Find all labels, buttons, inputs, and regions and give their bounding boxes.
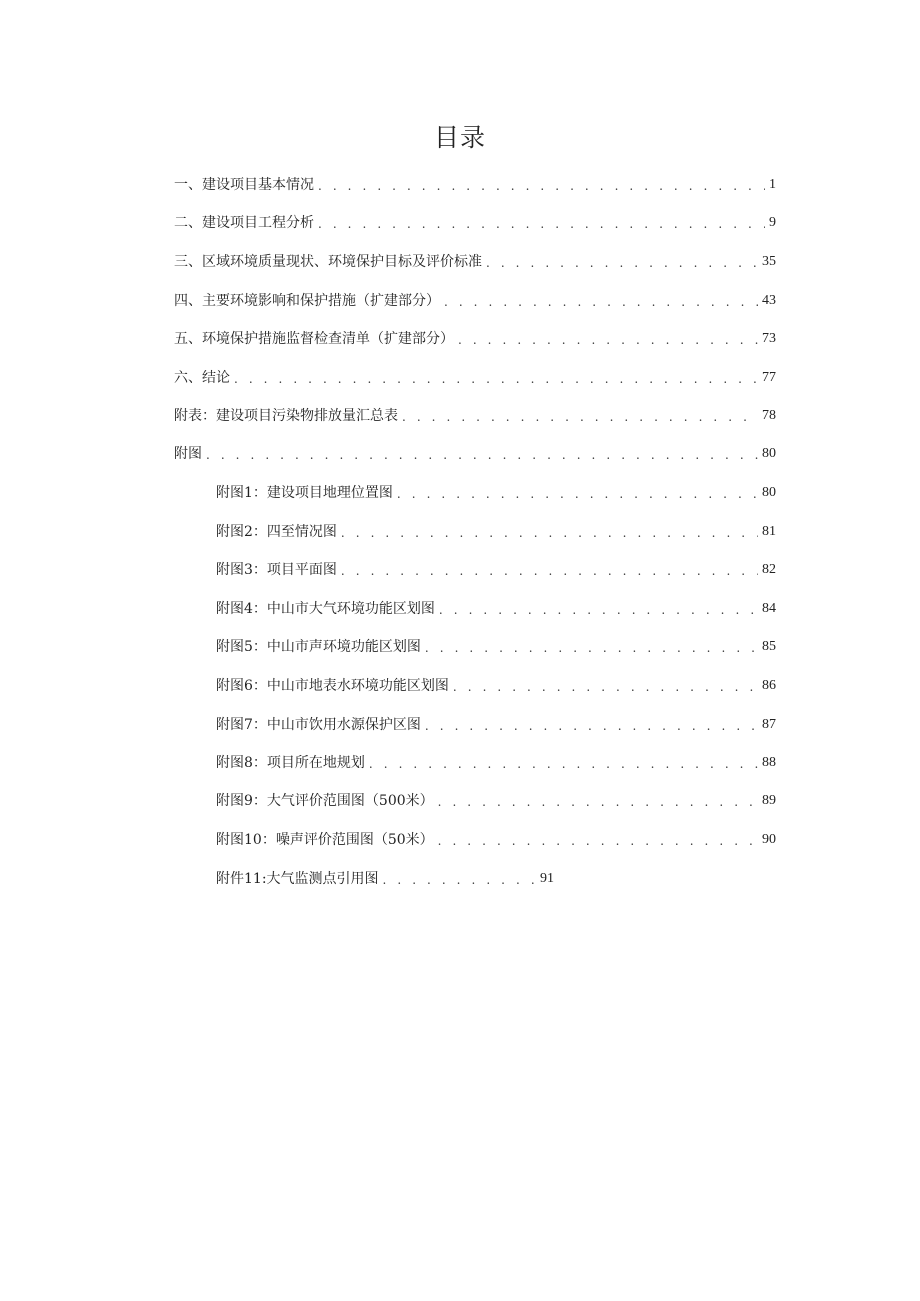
dot-leader: [444, 291, 758, 313]
toc-entry[interactable]: [174, 327, 776, 351]
toc-entry-label: 附图2：四至情况图: [216, 524, 337, 540]
toc-entry-page: 73: [762, 331, 776, 346]
toc-entry-label: 五、环境保护措施监督检查清单（扩建部分）: [174, 331, 454, 347]
dot-leader: [425, 637, 758, 659]
toc-subentry[interactable]: [216, 674, 776, 698]
toc-entry[interactable]: [174, 173, 776, 197]
dot-leader: [458, 329, 758, 351]
toc-subentry[interactable]: [216, 597, 776, 621]
dot-leader: [438, 791, 758, 813]
dot-leader: [369, 753, 758, 775]
dot-leader: [486, 252, 758, 274]
toc-entry-page: 1: [769, 177, 776, 192]
toc-entry-label: 附图9：大气评价范围图（500米）: [216, 793, 434, 809]
toc-entry-label: 附图1：建设项目地理位置图: [216, 485, 393, 501]
toc-entry-label: 附图7：中山市饮用水源保护区图: [216, 717, 421, 733]
toc-title: 目录: [433, 123, 486, 152]
toc-subentry[interactable]: [216, 867, 554, 891]
toc-entry-page: 89: [762, 793, 776, 808]
dot-leader: [234, 368, 758, 390]
dot-leader: [402, 406, 758, 428]
toc-entry-label: 六、结论: [174, 370, 230, 386]
toc-subentry[interactable]: [216, 520, 776, 544]
toc-subentry[interactable]: [216, 635, 776, 659]
dot-leader: [453, 676, 758, 698]
toc-entry-page: 90: [762, 832, 776, 847]
toc-subentry[interactable]: [216, 481, 776, 505]
toc-entry-label: 二、建设项目工程分析: [174, 215, 314, 231]
toc-entry[interactable]: [174, 442, 776, 466]
toc-entry-label: 一、建设项目基本情况: [174, 177, 314, 193]
toc-entry[interactable]: [174, 250, 776, 274]
toc-entry-label: 附图5：中山市声环境功能区划图: [216, 639, 421, 655]
dot-leader: [438, 830, 758, 852]
toc-entry-label: 三、区域环境质量现状、环境保护目标及评价标准: [174, 254, 482, 270]
toc-entry-page: 87: [762, 717, 776, 732]
toc-entry-label: 附图3：项目平面图: [216, 562, 337, 578]
toc-entry-page: 9: [769, 215, 776, 230]
toc-entry-page: 88: [762, 755, 776, 770]
dot-leader: [318, 175, 765, 197]
dot-leader: [425, 715, 758, 737]
dot-leader: [318, 213, 765, 235]
toc-entry-label: 附图6：中山市地表水环境功能区划图: [216, 678, 449, 694]
toc-entry[interactable]: [174, 366, 776, 390]
toc-entry-page: 35: [762, 254, 776, 269]
toc-entry-label: 附图10：噪声评价范围图（50米）: [216, 832, 434, 848]
toc-entry-page: 80: [762, 446, 776, 461]
dot-leader: [341, 560, 758, 582]
toc-entry-page: 80: [762, 485, 776, 500]
dot-leader: [206, 444, 758, 466]
toc-entry-page: 91: [540, 871, 554, 886]
toc-entry-page: 84: [762, 601, 776, 616]
toc-entry-page: 85: [762, 639, 776, 654]
toc-entry-page: 77: [762, 370, 776, 385]
toc-entry-label: 附图: [174, 446, 202, 462]
toc-entry-label: 附图4：中山市大气环境功能区划图: [216, 601, 435, 617]
toc-subentry[interactable]: [216, 713, 776, 737]
toc-entry-page: 82: [762, 562, 776, 577]
toc-entry-page: 78: [762, 408, 776, 423]
toc-subentry[interactable]: [216, 751, 776, 775]
dot-leader: [397, 483, 758, 505]
toc-entry-page: 81: [762, 524, 776, 539]
toc-entry-label: 附件11:大气监测点引用图: [216, 871, 379, 887]
toc-entry[interactable]: [174, 404, 776, 428]
dot-leader: [383, 869, 536, 891]
toc-entry-page: 86: [762, 678, 776, 693]
toc-entry-label: 四、主要环境影响和保护措施（扩建部分）: [174, 293, 440, 309]
dot-leader: [439, 599, 758, 621]
toc-entry[interactable]: [174, 289, 776, 313]
toc-entry-page: 43: [762, 293, 776, 308]
toc-subentry[interactable]: [216, 828, 776, 852]
toc-subentry[interactable]: [216, 789, 776, 813]
toc-entry[interactable]: [174, 211, 776, 235]
toc-subentry[interactable]: [216, 558, 776, 582]
dot-leader: [341, 522, 758, 544]
toc-entry-label: 附表：建设项目污染物排放量汇总表: [174, 408, 398, 424]
toc-entry-label: 附图8：项目所在地规划: [216, 755, 365, 771]
